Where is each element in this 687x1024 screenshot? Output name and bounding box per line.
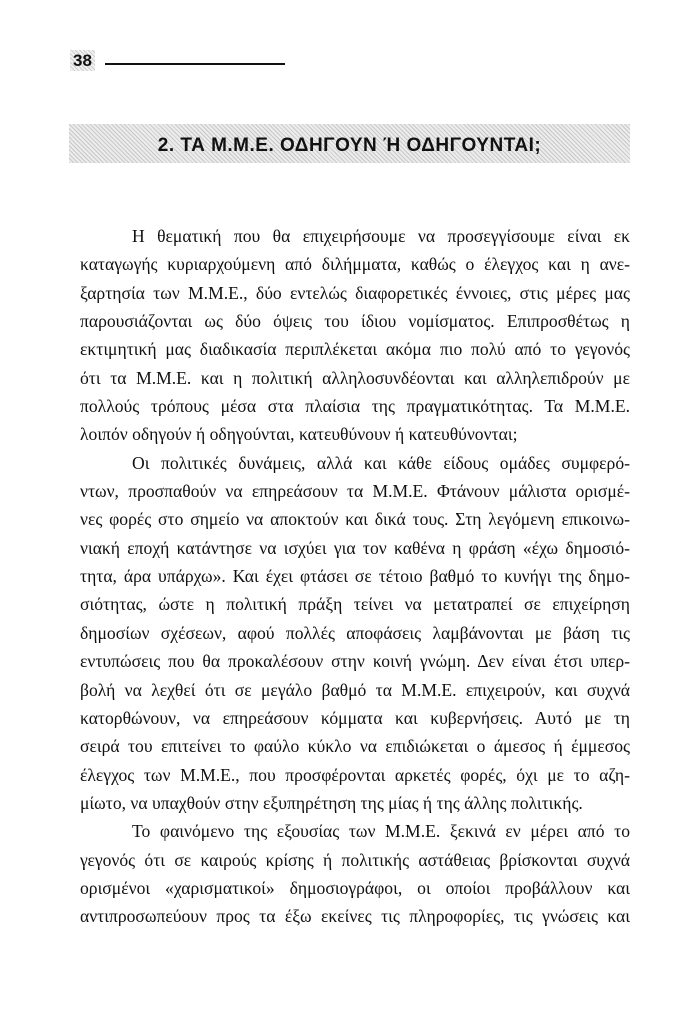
paragraph-2-line-7: δημοσίων σχέσεων, αφού πολλές αποφάσεις λαμβάνονται με βάση τις	[80, 622, 630, 643]
paragraph-1-line-4: παρουσιάζονται ως δύο όψεις του ίδιου νομίσματος. Επιπροσθέτως η	[80, 311, 630, 332]
paragraph-2-line-10: κατορθώνουν, να επηρεάσουν κόμματα και κυβερνήσεις. Αυτό με τη	[80, 707, 630, 728]
paragraph-3-line-4: αντιπροσωπεύουν προς τα έξω εκείνες τις πληροφορίες, τις γνώσεις και	[80, 906, 630, 927]
header-rule	[105, 63, 285, 65]
paragraph-2-line-6: σιότητας, ώστε η πολιτική πράξη τείνει να μετατραπεί σε επιχείρηση	[80, 594, 630, 615]
body-text	[80, 222, 630, 931]
paragraph-3-line-1: Το φαινόμενο της εξουσίας των Μ.Μ.Ε. ξεκινά εν μέρει από το	[132, 821, 630, 842]
chapter-heading-band	[69, 124, 630, 163]
paragraph-1-line-5: εκτιμητική μας διαδικασία περιπλέκεται ακόμα πιο πολύ από το γεγονός	[80, 339, 630, 360]
paragraph-2-line-3: νες φορές στο σημείο να αποκτούν και δικά τους. Στη λεγόμενη επικοινω-	[80, 509, 630, 530]
paragraph-2-line-2: ντων, προσπαθούν να επηρεάσουν τα Μ.Μ.Ε. Φτάνουν μάλιστα ορισμέ-	[80, 481, 630, 502]
paragraph-1-line-6: ότι τα Μ.Μ.Ε. και η πολιτική αλληλοσυνδέονται και αλληλεπιδρούν με	[80, 367, 630, 388]
paragraph-2-line-9: βολή να λεχθεί ότι σε μεγάλο βαθμό τα Μ.Μ.Ε. επιχειρούν, και συχνά	[80, 679, 630, 700]
paragraph-2-line-1: Οι πολιτικές δυνάμεις, αλλά και κάθε είδους ομάδες συμφερό-	[132, 452, 630, 473]
paragraph-1-line-3: ξαρτησία των Μ.Μ.Ε., δύο εντελώς διαφορετικές έννοιες, στις μέρες μας	[80, 282, 630, 303]
paragraph-2-line-12: έλεγχος των Μ.Μ.Ε., που προσφέρονται αρκετές φορές, όχι με το αζη-	[80, 764, 630, 785]
paragraph-2-line-4: νιακή εποχή κατάντησε να ισχύει για τον καθένα η φράση «έχω δημοσιό-	[80, 537, 630, 558]
paragraph-2-line-11: σειρά του επιτείνει το φαύλο κύκλο να επιδιώκεται ο άμεσος ή έμμεσος	[80, 736, 630, 757]
paragraph-1-line-2: καταγωγής κυριαρχούμενη από διλήμματα, καθώς ο έλεγχος και η ανε-	[80, 254, 630, 275]
paragraph-3-line-3: ορισμένοι «χαρισματικοί» δημοσιογράφοι, οι οποίοι προβάλλουν και	[80, 877, 630, 898]
paragraph-2-line-13: μίωτο, να υπαχθούν στην εξυπηρέτηση της μίας ή της άλλης πολιτικής.	[80, 792, 583, 813]
paragraph-1-line-8: λοιπόν οδηγούν ή οδηγούνται, κατευθύνουν ή κατευθύνονται;	[80, 424, 518, 445]
page-header	[70, 50, 285, 71]
paragraph-2-line-8: εντυπώσεις που θα προκαλέσουν στην κοινή γνώμη. Δεν είναι έτσι υπερ-	[80, 651, 630, 672]
chapter-title: 2. ΤΑ Μ.Μ.Ε. ΟΔΗΓΟΥΝ Ή ΟΔΗΓΟΥΝΤΑΙ;	[157, 134, 542, 156]
paragraph-1-line-1: Η θεματική που θα επιχειρήσουμε να προσεγγίσουμε είναι εκ	[132, 226, 630, 246]
page-number: 38	[70, 50, 95, 71]
paragraph-2-line-5: τητα, άρα υπάρχω». Και έχει φτάσει σε τέτοιο βαθμό το κυνήγι της δημο-	[80, 566, 630, 587]
paragraph-3-line-2: γεγονός ότι σε καιρούς κρίσης ή πολιτικής αστάθειας βρίσκονται συχνά	[80, 849, 630, 870]
paragraph-1-line-7: πολλούς τρόπους μέσα στα πλαίσια της πραγματικότητας. Τα Μ.Μ.Ε.	[80, 396, 630, 417]
